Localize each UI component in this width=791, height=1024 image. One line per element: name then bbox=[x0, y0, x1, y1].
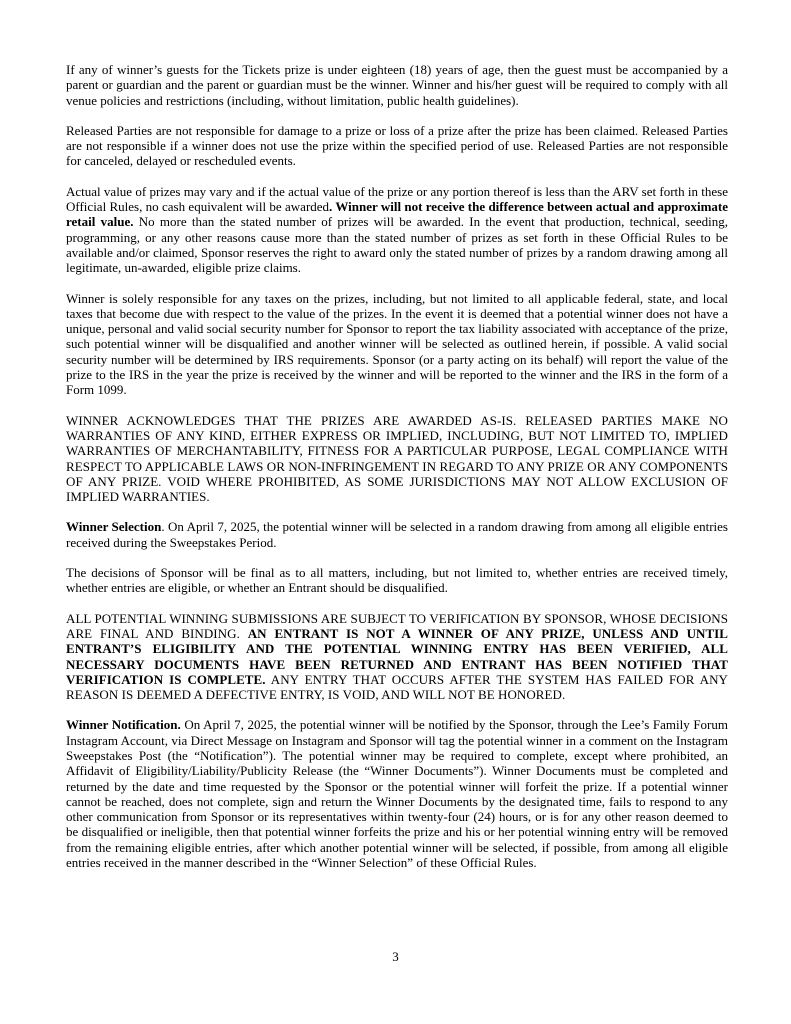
paragraph-sponsor-decisions bbox=[66, 565, 728, 596]
taxes-text: Winner is solely responsible for any taxes on the prizes, including, but not limited to all applicable federal, state, and local taxes that become due with respect to the value of the prizes. In the event it is deemed that a potential winner does not have a unique, personal and valid social security number for Sponsor to report the tax liability associated with acceptance of the prize, such potential winner will be disqualified and another winner will be selected as outlined herein, if possible. A valid social security number will be determined by IRS requirements. Sponsor (or a party acting on its behalf) will report the value of the prize to the IRS in the year the prize is received by the winner and will be reported to the winner and the IRS in the form of a Form 1099. bbox=[66, 290, 728, 398]
actual-value-text: Actual value of prizes may vary and if the actual value of the prize or any portion thereof is less than the ARV set forth in these Official Rules, no cash equivalent will be awarded bbox=[66, 183, 728, 215]
paragraph-verification bbox=[66, 611, 728, 703]
paragraph-guests bbox=[66, 62, 728, 108]
paragraph-winner-selection bbox=[66, 519, 728, 550]
page-body bbox=[66, 62, 728, 885]
guests-text: If any of winner’s guests for the Tickets prize is under eighteen (18) years of age, then the guest must be accompanied by a parent or guardian and the parent or guardian must be the winner. Winner and his/her guest will be required to comply with all venue policies and restrictions (including, without limitation, public health guidelines). bbox=[66, 62, 728, 108]
paragraph-as-is-warranty bbox=[66, 413, 728, 505]
actual-value-bold-text: . Winner will not receive the difference between actual and approximate retail value. bbox=[66, 199, 728, 230]
winner-selection-text: . On April 7, 2025, the potential winner will be selected in a random drawing from among all eligible entries received during the Sweepstakes Period. bbox=[66, 519, 728, 550]
paragraph-released-parties bbox=[66, 123, 728, 169]
paragraph-taxes bbox=[66, 291, 728, 398]
as-is-warranty-text: WINNER ACKNOWLEDGES THAT THE PRIZES ARE AWARDED AS-IS. RELEASED PARTIES MAKE NO WARRANTIES OF ANY KIND, EITHER EXPRESS OR IMPLIED, INCLUDING, BUT NOT LIMITED TO, IMPLIED WARRANTIES OF MERCHANTABILITY, FITNESS FOR A PARTICULAR PURPOSE, LEGAL COMPLIANCE WITH RESPECT TO APPLICABLE LAWS OR NON-INFRINGEMENT IN REGARD TO ANY PRIZE OR ANY COMPONENTS OF ANY PRIZE. VOID WHERE PROHIBITED, AS SOME JURISDICTIONS MAY NOT ALLOW EXCLUSION OF IMPLIED WARRANTIES. bbox=[66, 412, 728, 505]
paragraph-actual-value bbox=[66, 184, 728, 276]
verification-text: ALL POTENTIAL WINNING SUBMISSIONS ARE SUBJECT TO VERIFICATION BY SPONSOR, WHOSE DECISIONS ARE FINAL AND BINDING. bbox=[66, 610, 728, 641]
sponsor-decisions-text: The decisions of Sponsor will be final as to all matters, including, but not limited to, whether entries are received timely, whether entries are eligible, or whether an Entrant should be disqualified. bbox=[66, 565, 728, 596]
actual-value-text-continued: No more than the stated number of prizes will be awarded. In the event that production, technical, seeding, programming, or any other reasons cause more than the stated number of prizes as set forth in these Official Rules to be available and/or claimed, Sponsor reserves the right to award only the stated number of prizes by a random drawing among all legitimate, un-awarded, eligible prize claims. bbox=[66, 214, 728, 276]
verification-text-continued: ANY ENTRY THAT OCCURS AFTER THE SYSTEM HAS FAILED FOR ANY REASON IS DEEMED A DEFECTIVE ENTRY, IS VOID, AND WILL NOT BE HONORED. bbox=[66, 671, 728, 703]
released-parties-text: Released Parties are not responsible for damage to a prize or loss of a prize after the prize has been claimed. Released Parties are not responsible if a winner does not use the prize within the specified period of use. Released Parties are not responsible for canceled, delayed or rescheduled events. bbox=[66, 122, 728, 169]
winner-selection-heading: Winner Selection bbox=[66, 519, 162, 535]
paragraph-winner-notification bbox=[66, 717, 728, 870]
verification-bold-text: AN ENTRANT IS NOT A WINNER OF ANY PRIZE, UNLESS AND UNTIL ENTRANT’S ELIGIBILITY AND THE POTENTIAL WINNING ENTRY HAS BEEN VERIFIED, ALL NECESSARY DOCUMENTS HAVE BEEN RETURNED AND ENTRANT HAS BEEN NOTIFIED THAT VERIFICATION IS COMPLETE. bbox=[66, 625, 728, 687]
winner-notification-heading: Winner Notification. bbox=[66, 717, 181, 733]
page-number: 3 bbox=[392, 949, 399, 964]
winner-notification-text: On April 7, 2025, the potential winner will be notified by the Sponsor, through the Lee’s Family Forum Instagram Account, via Direct Message on Instagram and Sponsor will tag the potential winner in a comment on the Instagram Sweepstakes Post (the “Notification”). The potential winner may be required to complete, except where prohibited, an Affidavit of Eligibility/Liability/Publicity Release (the “Winner Documents”). Winner Documents must be completed and returned by the date and time requested by the Sponsor or the potential winner will forfeit the prize. If a potential winner cannot be reached, does not complete, sign and return the Winner Documents by the designated time, fails to respond to any other communication from Sponsor or its representatives within twenty-four (24) hours, or is for any other reason deemed to be disqualified or ineligible, then that potential winner forfeits the prize and his or her potential winning entry will be removed from the remaining eligible entries, after which another potential winner will be selected, if possible, from among all eligible entries received in the manner described in the “Winner Selection” of these Official Rules. bbox=[66, 717, 728, 871]
